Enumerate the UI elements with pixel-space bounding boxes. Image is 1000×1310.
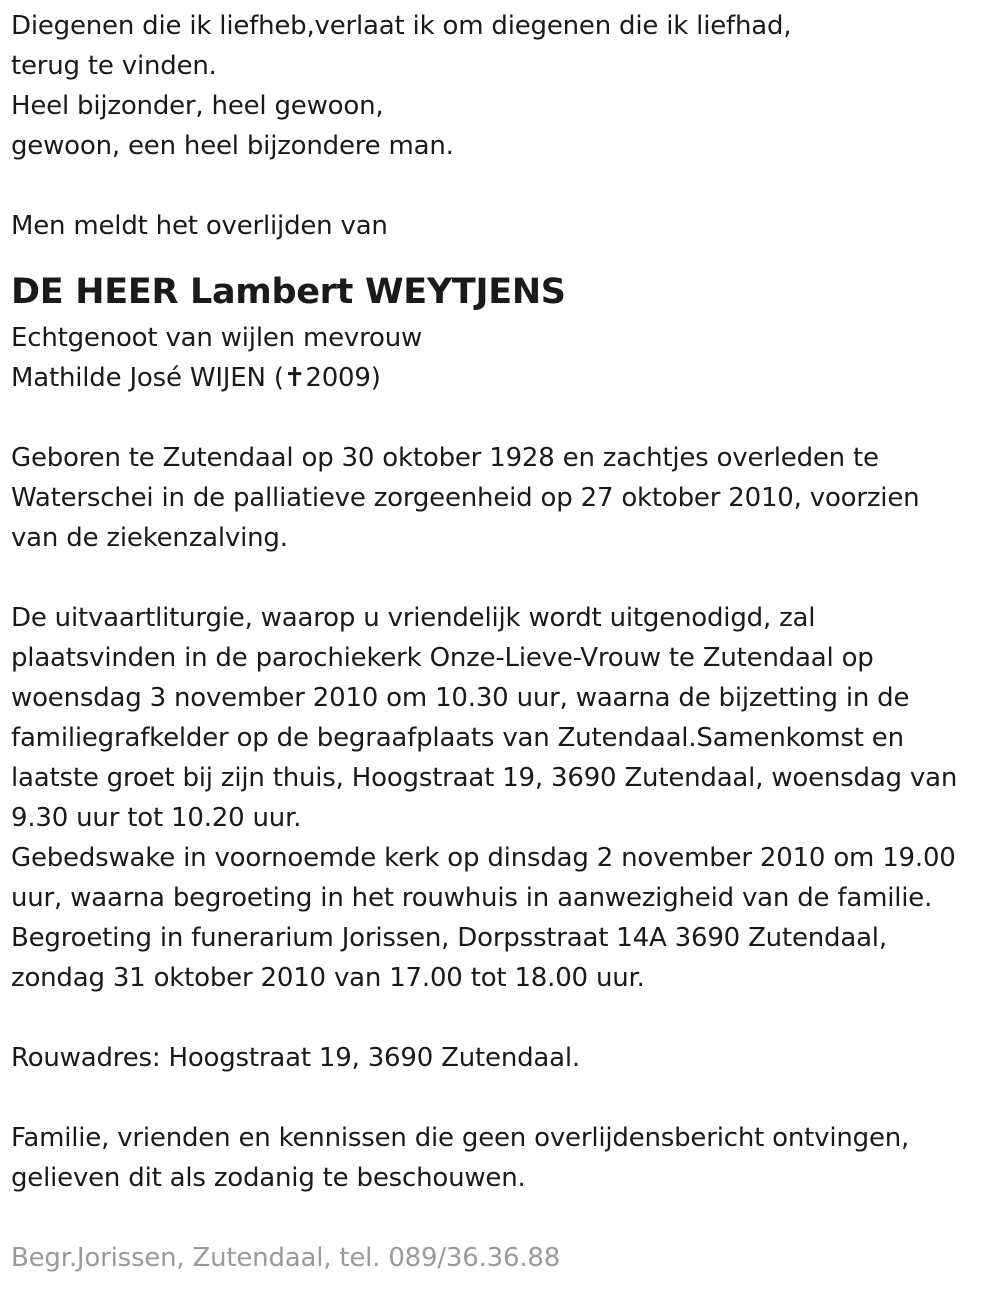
spouse-line: Echtgenoot van wijlen mevrouw xyxy=(11,323,423,353)
poem xyxy=(11,6,986,166)
spouse-info xyxy=(11,318,986,398)
spacer xyxy=(11,558,986,598)
paragraph-line: van de ziekenzalving. xyxy=(11,523,288,553)
paragraph-line: 9.30 uur tot 10.20 uur. xyxy=(11,803,302,833)
paragraph-line: plaatsvinden in de parochiekerk Onze-Lieve-Vrouw te Zutendaal op xyxy=(11,643,874,673)
notice-paragraph xyxy=(11,1118,986,1198)
spacer xyxy=(11,398,986,438)
mourning-address: Rouwadres: Hoogstraat 19, 3690 Zutendaal. xyxy=(11,1043,580,1073)
paragraph-line: De uitvaartliturgie, waarop u vriendelijk wordt uitgenodigd, zal xyxy=(11,603,816,633)
paragraph-line: familiegrafkelder op de begraafplaats van Zutendaal.Samenkomst en xyxy=(11,723,904,753)
paragraph-line: laatste groet bij zijn thuis, Hoogstraat 19, 3690 Zutendaal, woensdag van xyxy=(11,763,958,793)
paragraph-line: woensdag 3 november 2010 om 10.30 uur, waarna de bijzetting in de xyxy=(11,683,910,713)
paragraph-line: Waterschei in de palliatieve zorgeenheid op 27 oktober 2010, voorzien xyxy=(11,483,920,513)
paragraph-line: Geboren te Zutendaal op 30 oktober 1928 en zachtjes overleden te xyxy=(11,443,879,473)
paragraph-line: uur, waarna begroeting in het rouwhuis in aanwezigheid van de familie. xyxy=(11,883,933,913)
birth-death-paragraph xyxy=(11,438,986,558)
spacer xyxy=(11,998,986,1038)
paragraph-line: gelieven dit als zodanig te beschouwen. xyxy=(11,1163,526,1193)
poem-line: Heel bijzonder, heel gewoon, xyxy=(11,91,384,121)
obituary-notice xyxy=(11,6,986,1278)
paragraph-line: Gebedswake in voornoemde kerk op dinsdag 2 november 2010 om 19.00 xyxy=(11,843,956,873)
paragraph-line: Familie, vrienden en kennissen die geen overlijdensbericht ontvingen, xyxy=(11,1123,910,1153)
spacer xyxy=(11,1078,986,1118)
poem-line: gewoon, een heel bijzondere man. xyxy=(11,131,454,161)
poem-line: Diegenen die ik liefheb,verlaat ik om diegenen die ik liefhad, xyxy=(11,11,792,41)
funeral-paragraph xyxy=(11,598,986,998)
spacer xyxy=(11,1198,986,1238)
spouse-line: Mathilde José WIJEN (✝2009) xyxy=(11,363,381,393)
poem-line: terug te vinden. xyxy=(11,51,217,81)
spacer xyxy=(11,166,986,206)
deceased-name: DE HEER Lambert WEYTJENS xyxy=(11,272,566,312)
paragraph-line: Begroeting in funerarium Jorissen, Dorpsstraat 14A 3690 Zutendaal, xyxy=(11,923,887,953)
announcement: Men meldt het overlijden van xyxy=(11,211,388,241)
funeral-home-footer: Begr.Jorissen, Zutendaal, tel. 089/36.36.88 xyxy=(11,1243,561,1273)
paragraph-line: zondag 31 oktober 2010 van 17.00 tot 18.00 uur. xyxy=(11,963,645,993)
